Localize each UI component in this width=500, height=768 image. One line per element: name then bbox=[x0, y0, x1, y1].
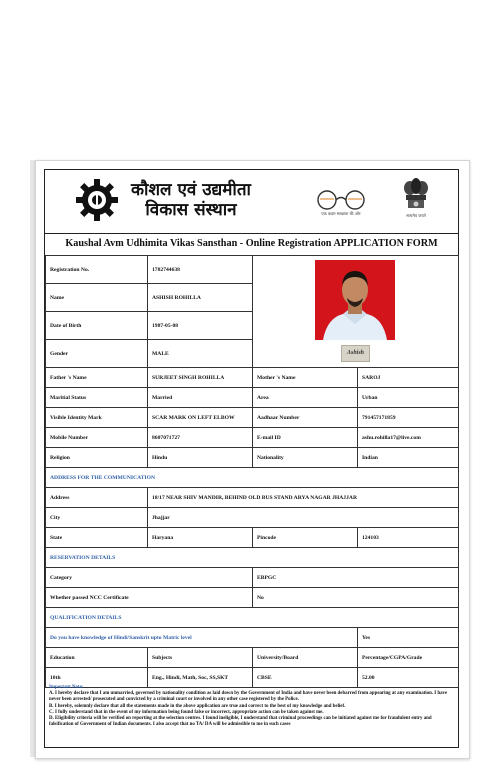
applicant-photo bbox=[315, 260, 395, 340]
gear-logo-icon bbox=[75, 178, 119, 222]
table-row bbox=[46, 528, 459, 548]
dob-value: 1987-05-08 bbox=[148, 312, 253, 340]
national-emblem-icon bbox=[400, 176, 432, 220]
table-row bbox=[46, 588, 459, 608]
column-header-percentage: Percentage/CGPA/Grade bbox=[358, 648, 459, 668]
education-value: 10th bbox=[46, 668, 148, 688]
column-header-education: Education bbox=[46, 648, 148, 668]
marital-status-value: Married bbox=[148, 388, 253, 408]
category-label: Category bbox=[46, 568, 253, 588]
pincode-label: Pincode bbox=[253, 528, 358, 548]
form-border bbox=[44, 169, 459, 748]
table-row bbox=[46, 548, 459, 568]
notes-title: Important Note: bbox=[49, 685, 84, 690]
email-value: ashu.rohilla17@live.com bbox=[358, 428, 459, 448]
table-row bbox=[46, 368, 459, 388]
form-header bbox=[45, 170, 458, 234]
gender-label: Gender bbox=[46, 340, 148, 368]
table-row bbox=[46, 628, 459, 648]
religion-label: Religion bbox=[46, 448, 148, 468]
identity-mark-value: SCAR MARK ON LEFT ELBOW bbox=[148, 408, 253, 428]
aadhaar-value: 791457171859 bbox=[358, 408, 459, 428]
applicant-signature: Ashish bbox=[341, 345, 370, 362]
table-row bbox=[46, 608, 459, 628]
address-label: Address bbox=[46, 488, 148, 508]
swachh-caption: एक कदम स्वच्छता की ओर bbox=[321, 211, 361, 216]
mobile-label: Mobile Number bbox=[46, 428, 148, 448]
note-item: D. Eligibility criteria will be verified on reporting at the selection centres. I found ineligible, I understand that criminal proceedings can be initiated against me for fraudulent entry and falsification of Government of Indian documents. I also accept that no TA/ DA will be admissible to me in such cases bbox=[49, 716, 432, 728]
gender-value: MALE bbox=[148, 340, 253, 368]
father-name-label: Father 's Name bbox=[46, 368, 148, 388]
form-title: Kaushal Avm Udhimita Vikas Sansthan - Online Registration APPLICATION FORM bbox=[45, 233, 458, 256]
table-row bbox=[46, 408, 459, 428]
table-row bbox=[46, 388, 459, 408]
city-value: Jhajjar bbox=[148, 508, 459, 528]
nationality-value: Indian bbox=[358, 448, 459, 468]
board-value: CBSE bbox=[253, 668, 358, 688]
org-name-line1: कौशल एवं उद्यमीता bbox=[131, 180, 251, 200]
aadhaar-label: Aadhaar Number bbox=[253, 408, 358, 428]
table-row bbox=[46, 488, 459, 508]
registration-no-value: 1782744638 bbox=[148, 256, 253, 284]
nationality-label: Nationality bbox=[253, 448, 358, 468]
table-row bbox=[46, 448, 459, 468]
registration-no-label: Registration No. bbox=[46, 256, 148, 284]
email-label: E-mail ID bbox=[253, 428, 358, 448]
percentage-value: 52.00 bbox=[358, 668, 459, 688]
qualification-section-heading: QUALIFICATION DETAILS bbox=[46, 608, 459, 628]
note-item: C. I fully understand that in the event of my information being found false or incorrect, appropriate action can be taken against me. bbox=[49, 709, 324, 715]
application-details-table bbox=[45, 255, 459, 688]
city-label: City bbox=[46, 508, 148, 528]
marital-status-label: Maritial Status bbox=[46, 388, 148, 408]
photo-signature-cell bbox=[253, 256, 459, 368]
mobile-value: 8607071727 bbox=[148, 428, 253, 448]
state-value: Haryana bbox=[148, 528, 253, 548]
important-notes bbox=[49, 685, 454, 728]
pincode-value: 124103 bbox=[358, 528, 459, 548]
category-value: EBPGC bbox=[253, 568, 459, 588]
father-name-value: SURJEET SINGH ROHILLA bbox=[148, 368, 253, 388]
table-row bbox=[46, 256, 459, 284]
subjects-value: Eng., Hindi, Math, Soc, SS,SKT bbox=[148, 668, 253, 688]
table-row bbox=[46, 648, 459, 668]
column-header-subjects: Subjects bbox=[148, 648, 253, 668]
hindi-knowledge-question: Do you have knowledge of Hindi/Sanskrit upto Matric level bbox=[46, 628, 358, 648]
religion-value: Hindu bbox=[148, 448, 253, 468]
note-item: B. I hereby, solemnly declare that all the statements made in the above application are true and correct to the best of my knowledge and belief. bbox=[49, 703, 346, 709]
area-value: Urban bbox=[358, 388, 459, 408]
emblem-caption: सत्यमेव जयते bbox=[406, 213, 426, 218]
address-value: 18/17 NEAR SHIV MANDIR, BEHIND OLD BUS STAND ARYA NAGAR JHAJJAR bbox=[148, 488, 459, 508]
mother-name-label: Mother 's Name bbox=[253, 368, 358, 388]
area-label: Area bbox=[253, 388, 358, 408]
dob-label: Date of Birth bbox=[46, 312, 148, 340]
mother-name-value: SAROJ bbox=[358, 368, 459, 388]
ncc-label: Whether passed NCC Certificate bbox=[46, 588, 253, 608]
table-row bbox=[46, 568, 459, 588]
ncc-value: No bbox=[253, 588, 459, 608]
application-form-page bbox=[35, 160, 470, 759]
organization-name bbox=[131, 180, 251, 220]
hindi-knowledge-answer: Yes bbox=[358, 628, 459, 648]
note-item: A. I hereby declare that I am unmarried, governed by nationality condition as laid down by the Government of India and have never been debarred from appearing at any examination. I have never been arrested/ prosecuted and convicted by a criminal court or involved in any other case registered by the Police. bbox=[49, 691, 448, 703]
table-row bbox=[46, 508, 459, 528]
swachh-bharat-logo-icon bbox=[312, 189, 370, 217]
table-row bbox=[46, 428, 459, 448]
address-section-heading: ADDRESS FOR THE COMMUNICATION bbox=[46, 468, 459, 488]
state-label: State bbox=[46, 528, 148, 548]
column-header-board: University/Board bbox=[253, 648, 358, 668]
name-value: ASHISH ROHILLA bbox=[148, 284, 253, 312]
identity-mark-label: Visible Identity Mark bbox=[46, 408, 148, 428]
table-row bbox=[46, 468, 459, 488]
org-name-line2: विकास संस्थान bbox=[145, 200, 237, 220]
reservation-section-heading: RESERVATION DETAILS bbox=[46, 548, 459, 568]
name-label: Name bbox=[46, 284, 148, 312]
